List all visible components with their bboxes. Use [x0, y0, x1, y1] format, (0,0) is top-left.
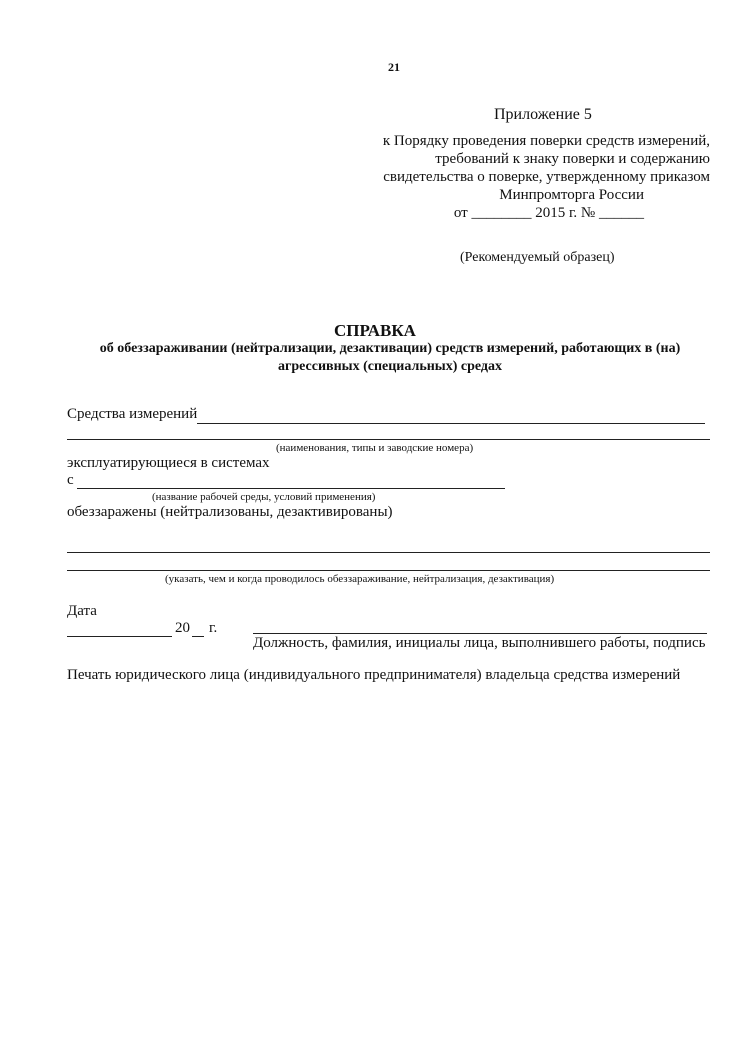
seal-text: Печать юридического лица (индивидуального предпринимателя) владельца средства измерений	[67, 667, 681, 683]
year-prefix: 20	[175, 620, 190, 636]
date-label: Дата	[67, 603, 97, 619]
instruments-caption: (наименования, типы и заводские номера)	[276, 442, 474, 454]
subtitle-line: агрессивных (специальных) средах	[277, 359, 503, 374]
method-field-line-2[interactable]	[67, 570, 710, 571]
date-field-line[interactable]	[67, 636, 172, 637]
appendix-line: к Порядку проведения поверки средств измерений,	[382, 133, 710, 149]
appendix-line: от ________ 2015 г. № ______	[453, 205, 644, 221]
method-field-line[interactable]	[67, 552, 710, 553]
instruments-label: Средства измерений	[67, 406, 198, 422]
subtitle-line: об обеззараживании (нейтрализации, дезактивации) средств измерений, работающих в (на)	[99, 341, 681, 356]
method-caption: (указать, чем и когда проводилось обеззараживание, нейтрализация, дезактивация)	[165, 573, 555, 585]
appendix-line: свидетельства о поверке, утвержденному приказом	[383, 169, 710, 185]
with-label: с	[67, 472, 74, 488]
document-title: СПРАВКА	[334, 321, 416, 340]
medium-caption: (название рабочей среды, условий применения)	[152, 491, 376, 503]
signature-caption: Должность, фамилия, инициалы лица, выполнившего работы, подпись	[253, 635, 706, 651]
document-subtitle	[60, 340, 720, 376]
appendix-line: требований к знаку поверки и содержанию	[435, 151, 710, 167]
medium-field-line[interactable]	[77, 488, 505, 489]
appendix-title: Приложение 5	[494, 106, 592, 123]
appendix-reference	[368, 132, 710, 222]
year-suffix: г.	[209, 620, 218, 636]
instruments-field-line-2[interactable]	[67, 439, 710, 440]
systems-label: эксплуатирующиеся в системах	[67, 455, 270, 471]
year-field-line[interactable]	[192, 636, 204, 637]
recommended-sample-note: (Рекомендуемый образец)	[460, 250, 615, 265]
page-number: 21	[388, 60, 400, 74]
signature-field-line[interactable]	[253, 633, 707, 634]
instruments-field-line[interactable]	[197, 423, 705, 424]
decontaminated-label: обеззаражены (нейтрализованы, дезактивированы)	[67, 504, 393, 520]
appendix-line: Минпромторга России	[499, 187, 644, 203]
